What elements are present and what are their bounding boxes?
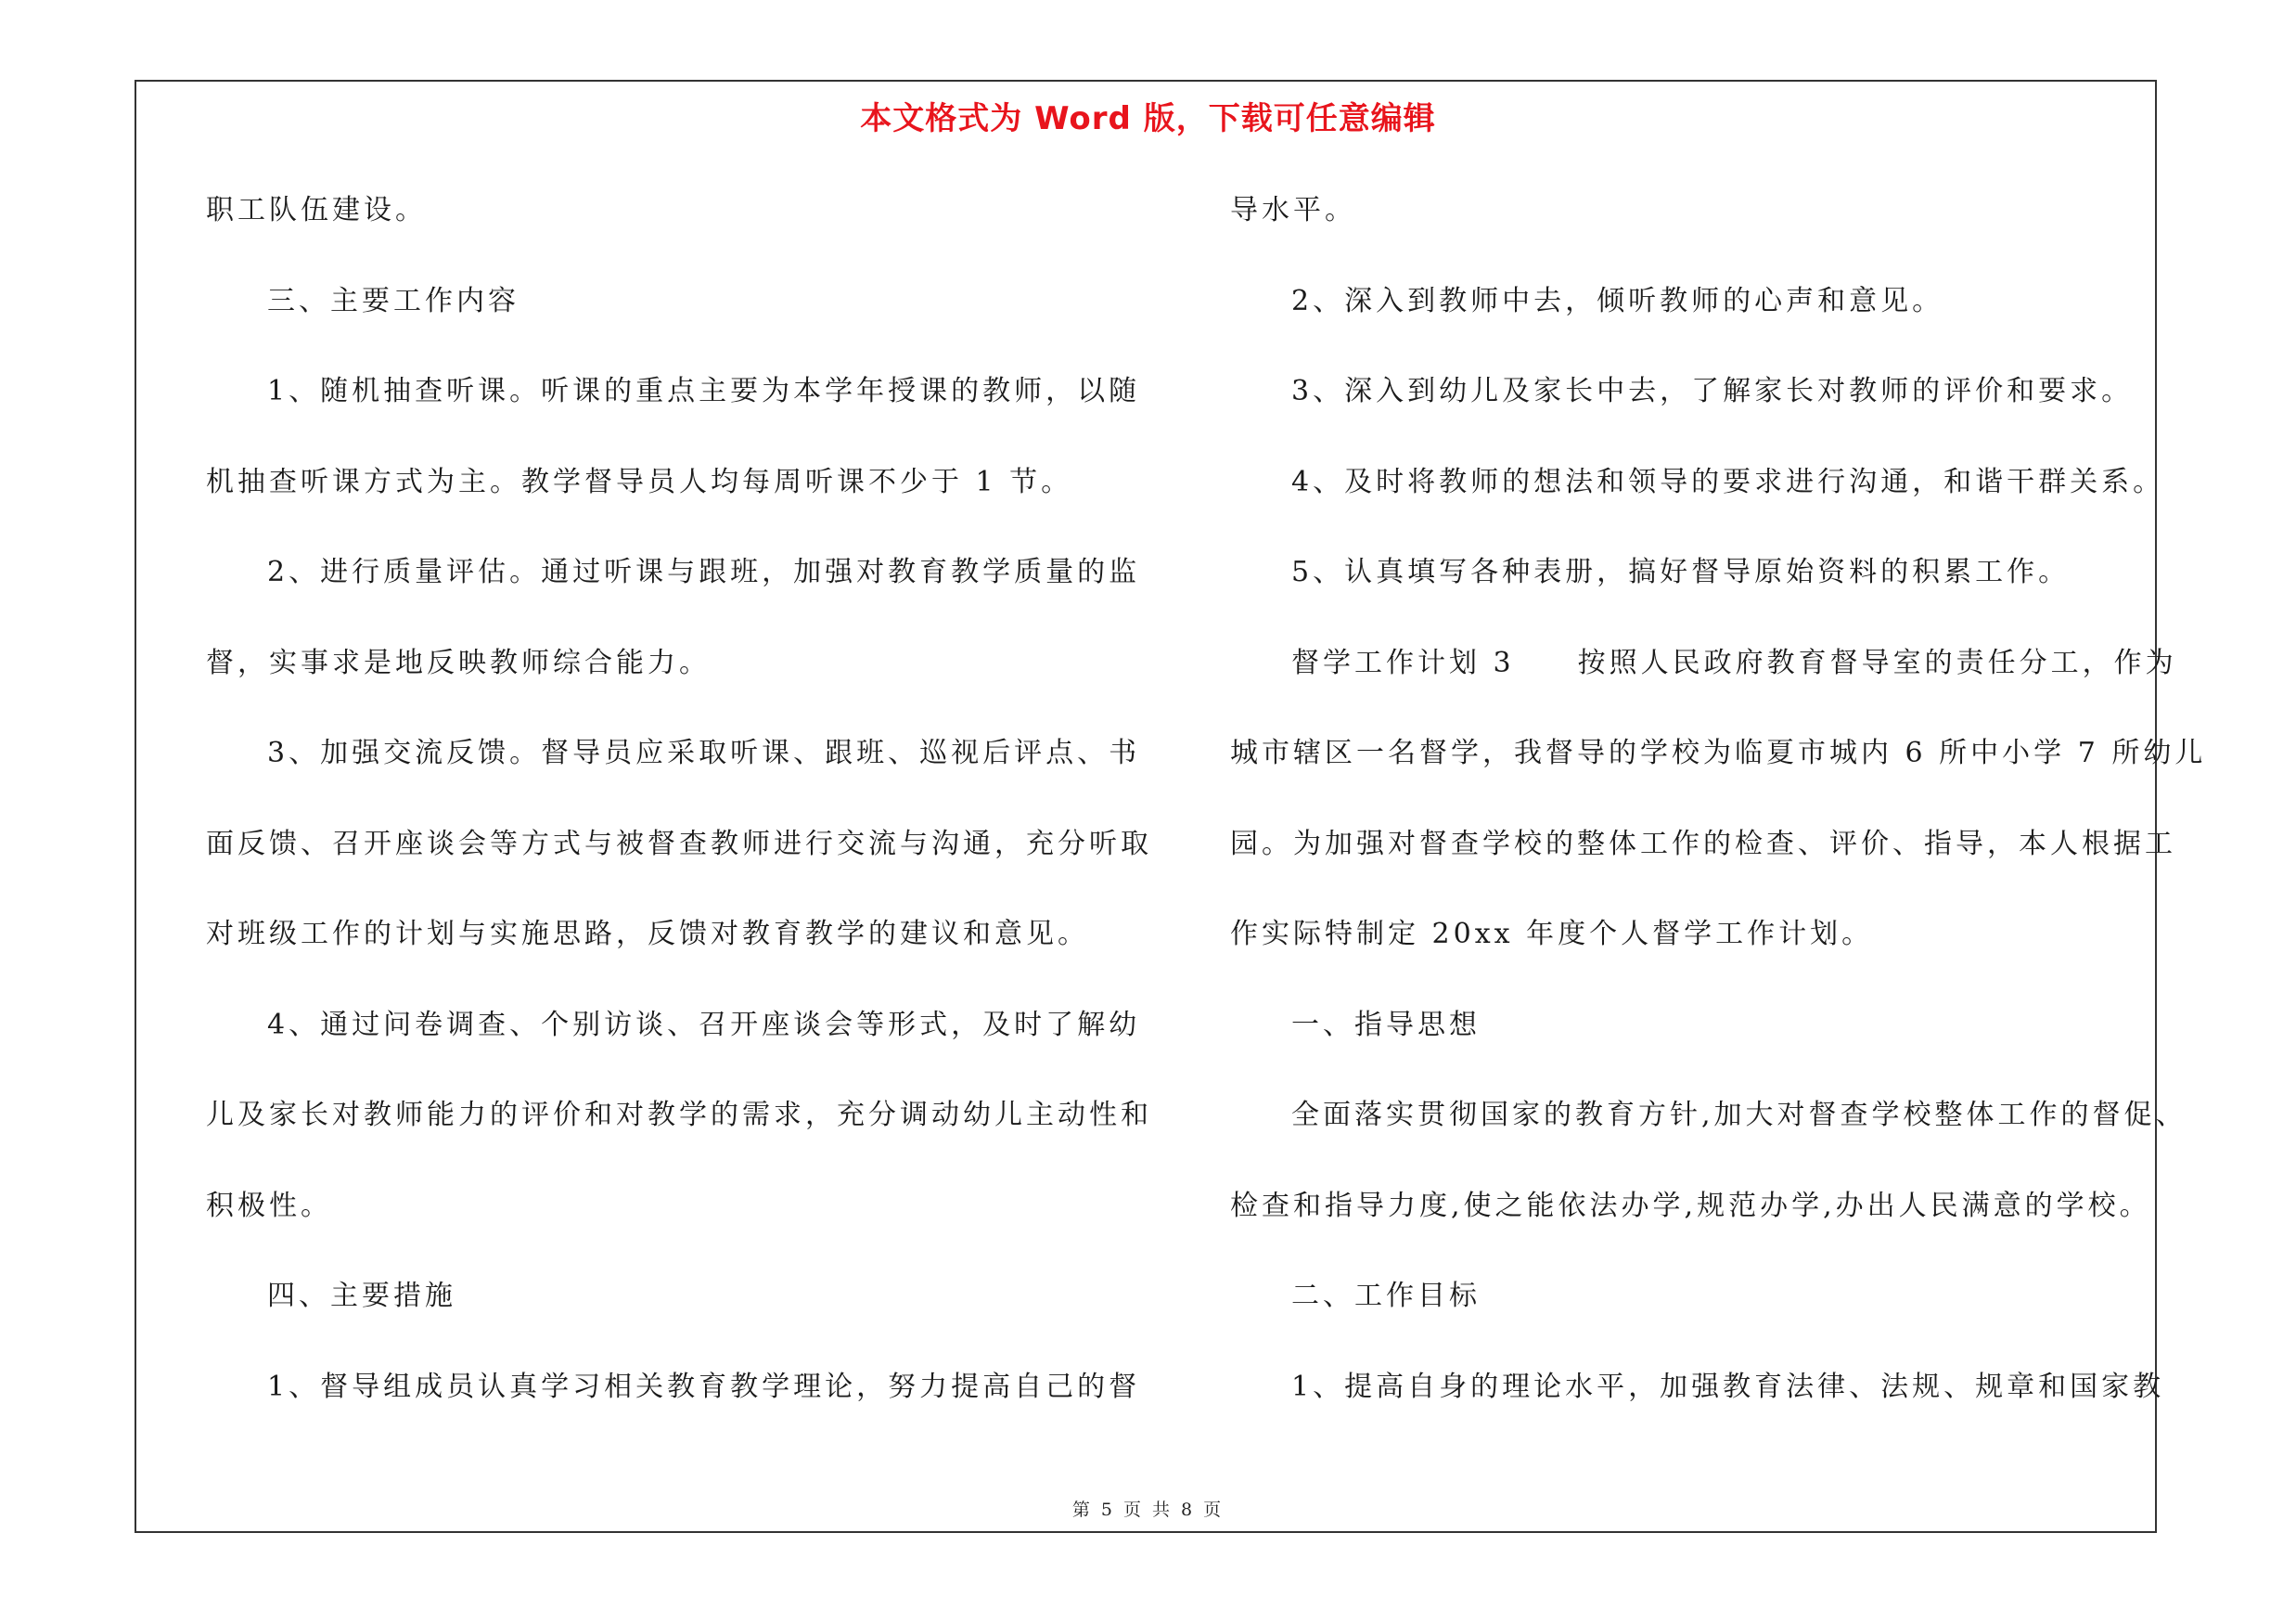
section-heading: 二、工作目标 — [1291, 1280, 1481, 1312]
section-heading: 三、主要工作内容 — [267, 284, 519, 317]
left-column — [206, 181, 1152, 1448]
text-line: 督学工作计划 3 按照人民政府教育督导室的责任分工，作为 — [1291, 646, 2177, 679]
section-heading: 四、主要措施 — [267, 1280, 456, 1312]
text-line: 5、认真填写各种表册，搞好督导原始资料的积累工作。 — [1291, 556, 2071, 588]
text-line: 儿及家长对教师能力的评价和对教学的需求，充分调动幼儿主动性和 — [206, 1099, 1152, 1131]
text-line: 全面落实贯彻国家的教育方针,加大对督查学校整体工作的督促、 — [1291, 1099, 2187, 1131]
text-line: 督，实事求是地反映教师综合能力。 — [206, 646, 711, 679]
page-number: 第 5 页 共 8 页 — [1071, 1500, 1225, 1520]
section-heading: 一、指导思想 — [1291, 1008, 1481, 1041]
text-line: 4、及时将教师的想法和领导的要求进行沟通，和谐干群关系。 — [1291, 465, 2165, 498]
text-line: 检查和指导力度,使之能依法办学,规范办学,办出人民满意的学校。 — [1230, 1189, 2151, 1222]
text-line: 积极性。 — [206, 1189, 332, 1222]
text-line: 作实际特制定 20xx 年度个人督学工作计划。 — [1230, 918, 1874, 950]
right-column — [1230, 181, 2207, 1448]
text-line: 3、加强交流反馈。督导员应采取听课、跟班、巡视后评点、书 — [267, 737, 1141, 769]
text-line: 1、随机抽查听课。听课的重点主要为本学年授课的教师，以随 — [267, 375, 1141, 407]
editable-notice-banner: 本文格式为 Word 版，下载可任意编辑 — [860, 100, 1436, 137]
text-line: 4、通过问卷调查、个别访谈、召开座谈会等形式，及时了解幼 — [267, 1008, 1141, 1041]
text-line: 1、督导组成员认真学习相关教育教学理论，努力提高自己的督 — [267, 1370, 1141, 1403]
text-line: 导水平。 — [1230, 194, 1356, 226]
text-line: 3、深入到幼儿及家长中去，了解家长对教师的评价和要求。 — [1291, 375, 2134, 407]
text-line: 职工队伍建设。 — [206, 194, 427, 226]
text-line: 2、深入到教师中去，倾听教师的心声和意见。 — [1291, 284, 1944, 317]
text-line: 园。为加强对督查学校的整体工作的检查、评价、指导，本人根据工 — [1230, 827, 2176, 860]
text-line: 2、进行质量评估。通过听课与跟班，加强对教育教学质量的监 — [267, 556, 1141, 588]
text-line: 对班级工作的计划与实施思路，反馈对教育教学的建议和意见。 — [206, 918, 1089, 950]
text-line: 面反馈、召开座谈会等方式与被督查教师进行交流与沟通，充分听取 — [206, 827, 1152, 860]
text-line: 机抽查听课方式为主。教学督导员人均每周听课不少于 1 节。 — [206, 465, 1073, 498]
text-line: 城市辖区一名督学，我督导的学校为临夏市城内 6 所中小学 7 所幼儿 — [1230, 737, 2207, 769]
text-line: 1、提高自身的理论水平，加强教育法律、法规、规章和国家教 — [1291, 1370, 2165, 1403]
